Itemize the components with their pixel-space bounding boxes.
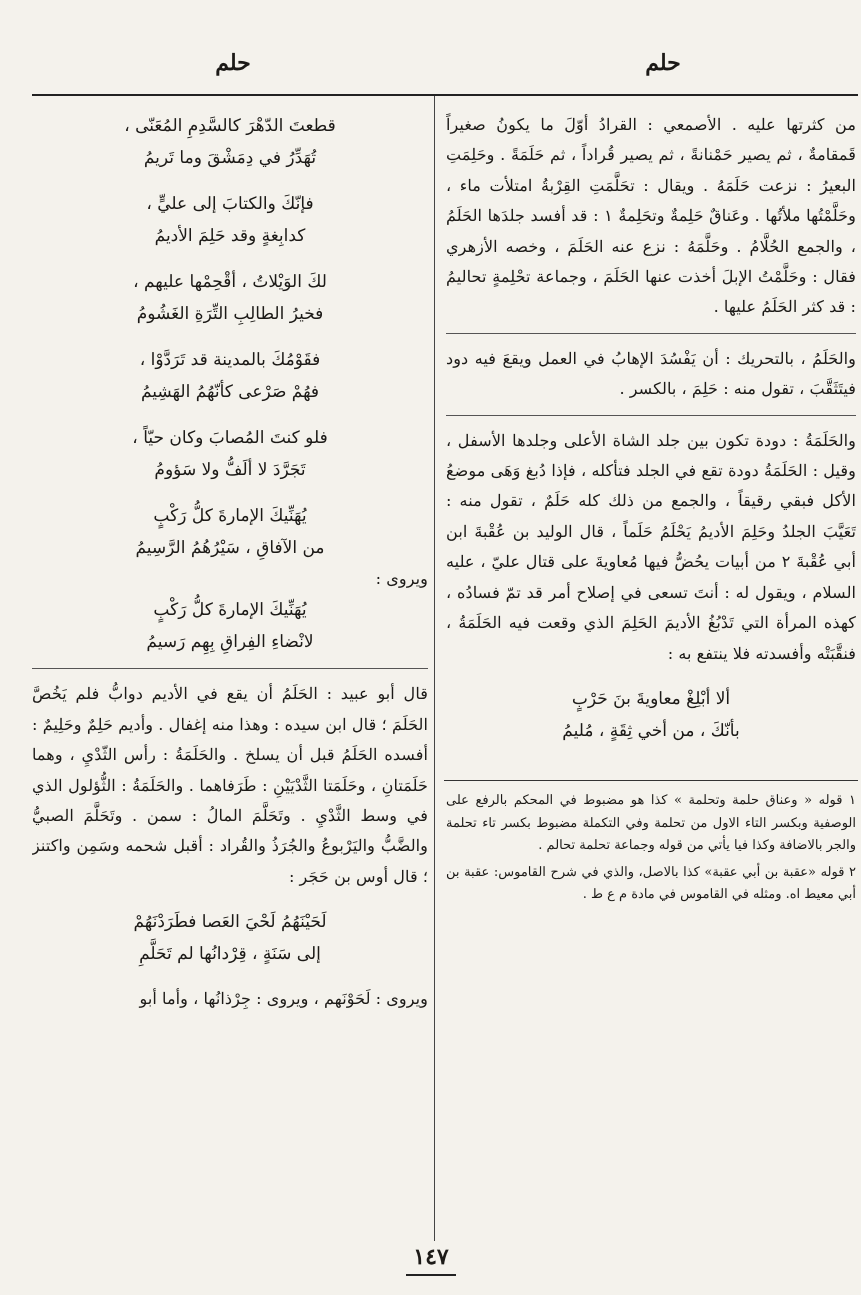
- footnote: ١ قوله « وعناق حلمة وتحلمة » كذا هو مضبوط في المحكم بالرفع على الوصفية وبكسر التاء الاول من تحلمة وفي التكملة مضبوط بكسر تاء تحلمة والجر بالاضافة وكذا فيا يأتي من قوله وجماعة تحلمة تحالم .: [446, 793, 856, 854]
- column-divider: [434, 96, 435, 1241]
- verse-hemistich: تُهَدِّرُ في دِمَشْقَ وما تَريمُ: [143, 148, 317, 168]
- footnote: ٢ قوله «عقبة بن أبي عقبة» كذا بالاصل، والذي في شرح القاموس: عقبة بن أبي معيط اه. ومثله في القاموس في مادة م ع ط .: [446, 864, 856, 903]
- verse: [32, 266, 428, 330]
- paragraph: قال أبو عبيد : الحَلَمُ أن يقع في الأديم دوابُّ فلم يَخُصَّ الحَلَمَ ؛ قال ابن سيده : وهذا منه إغفال . وأديم حَلِمٌ وحَلِيمٌ : أفسده الحَلَمُ قبل أن يسلخ . والحَلَمَةُ : رأس الثّدْيِ ، وهما حَلَمَتانِ ، وحَلَمَتا الثَّدْيَيْنِ : طَرَفاهما . والحَلَمَةُ : الثُّؤلول الذي في وسط الثَّدْيِ . وتَحَلَّمَ المالُ : سمن . وتَحَلَّمَ الصبيُّ والضَّبُّ واليَرْبوعُ والجُرَذُ والقُراد : أقبل شحمه وسَمِن واكتنز ؛ قال أوس بن حَجَر :: [32, 684, 428, 886]
- verse-hemistich: بأنّكَ ، من أخي ثِقَةٍ ، مُليمُ: [562, 720, 740, 741]
- header-rule: [32, 94, 858, 96]
- paragraph-separator: [446, 333, 856, 334]
- verse-hemistich: فهُمْ صَرْعى كأنّهُمُ الهَشِيمُ: [140, 382, 320, 402]
- page-number-rule: [406, 1274, 456, 1276]
- right-column: [446, 110, 856, 747]
- footnote-rule: [444, 780, 858, 781]
- verse: [446, 683, 856, 747]
- footnotes: [446, 790, 856, 911]
- headword-left: حلم: [215, 50, 251, 76]
- paragraph-line: ويروى : لَحَوْنَهم ، ويروى : جِرْذانُها ، وأما أبو: [139, 989, 428, 1009]
- headword-right: حلم: [645, 50, 681, 76]
- verse-hemistich: لكَ الوَيْلاتُ ، أقْحِمْها عليهم ،: [133, 272, 327, 292]
- verse-hemistich: لانْضاءِ الفِراقِ بِهِم رَسيمُ: [146, 632, 314, 653]
- verse-hemistich: إلى سَنَةٍ ، قِرْدانُها لم تَحَلَّمِ: [139, 944, 321, 965]
- paragraph-separator: [446, 415, 856, 416]
- verse: [32, 500, 428, 564]
- verse-hemistich: تَجَرَّدَ لا ألَفُّ ولا سَؤومُ: [154, 460, 306, 480]
- verse: [32, 906, 428, 970]
- verse-hemistich: قطعتَ الدّهْرَ كالسَّدِمِ المُعَنّى ،: [124, 116, 336, 136]
- paragraph: والحَلَمُ ، بالتحريك : أن يَفْسُدَ الإهابُ في العمل ويقعَ فيه دود فيتَثَقَّبَ ، تقول منه : حَلِمَ ، بالكسر .: [446, 348, 856, 399]
- verse-variant: [32, 594, 428, 658]
- verse-hemistich: لَحَيْنَهُمُ لَحْيَ العَصا فطَرَدْنَهُمْ: [133, 912, 327, 933]
- paragraph: والحَلَمَةُ : دودة تكون بين جلد الشاة الأعلى وجلدها الأسفل ، وقيل : الحَلَمَةُ دودة تقع في الجلد فتأكله ، فإذا دُبغ وَهَى موضعُ الأكل فبقي رقيقاً ، والجمع من ذلك كله حَلَمٌ ، تقول منه : تَعَيَّبَ الجلدُ وحَلِمَ الأديمُ يَحْلَمُ حَلَماً ، قال الوليد بن عُقْبةَ ابن أبي عُقْبةَ ٢ من أبيات يحُضُّ فيها مُعاويةَ على قتال عليّ ، عليه السلام ، ويقول له : أنتَ تسعى في إصلاح أمر قد تمّ فسادُه ، كهذه المرأة التي تَدْبُغُ الأديمَ الحَلِمَ الذي وقعت فيه الحَلَمَةُ ، فنقَّبَتْه وأفسدته فلا ينتفع به :: [446, 430, 856, 663]
- verse: [32, 188, 428, 252]
- verse: [32, 110, 428, 174]
- verse: [32, 422, 428, 486]
- page-number: ١٤٧: [413, 1244, 449, 1270]
- verse-hemistich: ألا أبْلِغْ معاويةَ بنَ حَرْبٍ: [571, 688, 731, 709]
- verse-hemistich: يُهَنِّيكَ الإمارةَ كلُّ رَكْبٍ: [153, 600, 307, 621]
- verse-hemistich: فقَوْمُكَ بالمدينة قد تَرَدَّوْا ،: [139, 350, 321, 370]
- verse-hemistich: فخيرُ الطالِبِ التِّرَةِ الغَشُومُ: [136, 304, 324, 324]
- verse-hemistich: من الآفاقِ ، سَيْرُهُمُ الرَّسِيمُ: [135, 538, 325, 558]
- variant-label: ويروى :: [375, 569, 428, 588]
- verse-hemistich: يُهَنِّيكَ الإمارةَ كلُّ رَكْبٍ: [153, 506, 307, 526]
- verse-hemistich: فإنّكَ والكتابَ إلى عليٍّ ،: [146, 194, 314, 214]
- verse-hemistich: كدابِغةٍ وقد حَلِمَ الأديمُ: [154, 226, 306, 246]
- paragraph-separator: [32, 668, 428, 669]
- left-column: [32, 110, 428, 1015]
- paragraph: من كثرتها عليه . الأصمعي : القرادُ أوّلَ ما يكونُ صغيراً قَمقامةٌ ، ثم يصير حَمْنانةً ، ثم يصير قُراداً ، ثم حَلَمَةً . وحَلِمَتِ البعيرُ : نزعت حَلَمَهُ . ويقال : تحَلَّمَتِ القِرْبةُ امتلأت ماء ، وحَلَّمْتُها ملأتُها . وعَناقٌ حَلِمةٌ وتحَلِمةٌ ١ : قد أفسد جلدَها الحَلَمُ ، والجمع الحُلَّامُ . وحَلَّمَهُ : نزع عنه الحَلَمَ ، وخصه الأزهري فقال : وحَلَّمْتُ الإبلَ أخذت عنها الحَلَمَ ، وجماعة تحْلِمةٍ تحاليمُ : قد كثر الحَلَمُ عليها .: [446, 115, 856, 317]
- verse-hemistich: فلو كنتَ المُصابَ وكان حيّاً ،: [132, 428, 328, 448]
- verse: [32, 344, 428, 408]
